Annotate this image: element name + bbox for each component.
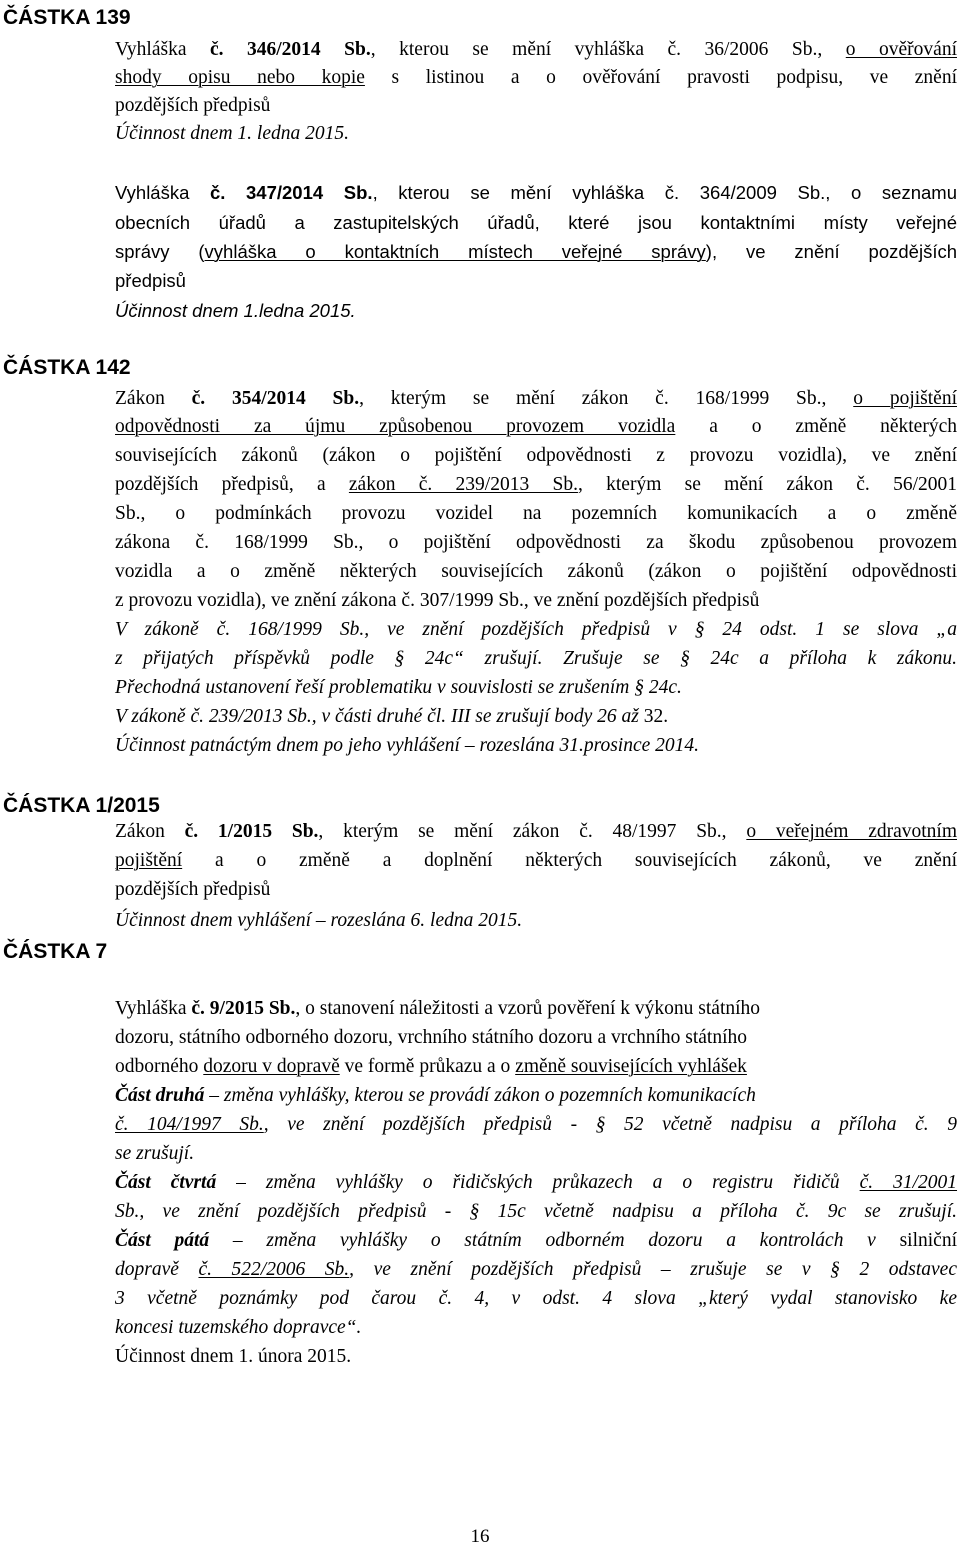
entry-346-effective-date: Účinnost dnem 1. ledna 2015. (115, 123, 349, 144)
section-label: Část druhá (115, 1085, 205, 1106)
regulation-number: č. 346/2014 Sb. (209, 39, 371, 60)
entry-354-line-1 (115, 385, 957, 413)
entry-9-2015-line-5 (115, 1111, 957, 1139)
text: 32. (643, 706, 669, 727)
underlined-title: odpovědnosti za újmu způsobenou provozem vozidla (115, 416, 676, 437)
text: odborného (115, 1056, 204, 1077)
entry-346-line-1 (115, 36, 957, 64)
entry-9-2015-line-11: 3 včetně poznámky pod čarou č. 4, v odst. 4 slova „který vydal stanovisko ke (115, 1288, 957, 1309)
text: , kterým se mění zákon č. 48/1997 Sb., (318, 821, 747, 842)
entry-1-2015-line-2 (115, 847, 957, 875)
part-heading-139: ČÁSTKA 139 (3, 6, 131, 29)
text: a o změně některých (675, 416, 957, 437)
entry-9-2015-line-4 (115, 1082, 957, 1110)
text: – změna vyhlášky o řidičských průkazech a o registru řidičů (216, 1172, 860, 1193)
text: pozdějších předpisů, a (115, 474, 349, 495)
text: , ve znění pozdějších předpisů – zrušuje se v § 2 odstavec (349, 1259, 957, 1280)
text: , ve znění pozdějších předpisů - § 52 včetně nadpisu a příloha č. 9 (263, 1114, 957, 1135)
underlined-reference: č. 104/1997 Sb. (115, 1114, 264, 1135)
entry-354-line-4 (115, 471, 957, 499)
regulation-number: č. 9/2015 Sb. (191, 998, 296, 1019)
text: správy ( (115, 241, 205, 262)
section-label: Část pátá (115, 1230, 210, 1251)
entry-354-line-2 (115, 413, 957, 441)
text: – změna vyhlášky, kterou se provádí zákon o pozemních komunikacích (204, 1085, 756, 1106)
text: , kterým se mění zákon č. 168/1999 Sb., (359, 388, 854, 409)
underlined-title: o ověřování (845, 39, 957, 60)
entry-9-2015-line-2: dozoru, státního odborného dozoru, vrchního státního dozoru a vrchního státního (115, 1027, 747, 1048)
entry-347-line-2: obecních úřadů a zastupitelských úřadů, které jsou kontaktními místy veřejné (115, 212, 957, 233)
entry-347-line-3 (115, 238, 957, 266)
entry-346-line-3: pozdějších předpisů (115, 95, 271, 116)
text: – změna vyhlášky o státním odborném dozoru a kontrolách v (209, 1230, 900, 1251)
text: dopravě (115, 1259, 199, 1280)
underlined-title: shody opisu nebo kopie (115, 67, 365, 88)
entry-346-line-2 (115, 64, 957, 92)
underlined-title: o veřejném zdravotním (746, 821, 957, 842)
underlined-title: pojištění (115, 850, 183, 871)
entry-354-line-10: z přijatých příspěvků podle § 24c“ zrušují. Zrušuje se § 24c a příloha k zákonu. (115, 648, 957, 669)
entry-1-2015-effective-date: Účinnost dnem vyhlášení – rozeslána 6. ledna 2015. (115, 910, 523, 931)
text: Vyhláška (115, 998, 192, 1019)
entry-354-line-11: Přechodná ustanovení řeší problematiku v souvislosti se zrušením § 24c. (115, 677, 682, 698)
law-number: č. 354/2014 Sb. (191, 388, 360, 409)
text: Zákon (115, 388, 192, 409)
entry-9-2015-line-6: se zrušují. (115, 1143, 195, 1164)
entry-9-2015-line-9 (115, 1227, 957, 1255)
underlined-reference: č. 31/2001 (859, 1172, 958, 1193)
entry-354-line-5: Sb., o podmínkách provozu vozidel na pozemních komunikacích a o změně (115, 503, 957, 524)
entry-347-line-4: předpisů (115, 270, 186, 291)
law-number: č. 1/2015 Sb. (184, 821, 319, 842)
text: Vyhláška (115, 39, 210, 60)
underlined-title: změně souvisejících vyhlášek (515, 1056, 747, 1077)
entry-347-line-1 (115, 179, 957, 207)
regulation-number: č. 347/2014 Sb. (209, 182, 373, 203)
section-label: Část čtvrtá (115, 1172, 217, 1193)
entry-354-line-6: zákona č. 168/1999 Sb., o pojištění odpovědnosti za škodu způsobenou provozem (115, 532, 957, 553)
text: s listinou a o ověřování pravosti podpisu, ve znění (364, 67, 958, 88)
text: a o změně a doplnění některých souvisejících zákonů, ve znění (182, 850, 957, 871)
entry-347-effective-date: Účinnost dnem 1.ledna 2015. (115, 300, 356, 321)
entry-354-effective-date: Účinnost patnáctým dnem po jeho vyhlášení – rozeslána 31.prosince 2014. (115, 735, 700, 756)
underlined-title: dozoru v dopravě (203, 1056, 340, 1077)
underlined-title: o pojištění (853, 388, 957, 409)
entry-354-line-9: V zákoně č. 168/1999 Sb., ve znění pozdějších předpisů v § 24 odst. 1 se slova „a (115, 619, 957, 640)
underlined-reference: zákon č. 239/2013 Sb. (348, 474, 578, 495)
text: , o stanovení náležitosti a vzorů pověření k výkonu státního (295, 998, 761, 1019)
entry-9-2015-line-12: koncesi tuzemského dopravce“. (115, 1317, 362, 1338)
entry-9-2015-line-7 (115, 1169, 957, 1197)
entry-9-2015-line-3 (115, 1053, 957, 1081)
page-number: 16 (470, 1526, 490, 1547)
entry-354-line-8: z provozu vozidla), ve znění zákona č. 307/1999 Sb., ve znění pozdějších předpisů (115, 590, 760, 611)
entry-9-2015-effective-date: Účinnost dnem 1. února 2015. (115, 1346, 352, 1367)
text: , kterým se mění zákon č. 56/2001 (577, 474, 957, 495)
underlined-reference: č. 522/2006 Sb. (198, 1259, 350, 1280)
text: , kterou se mění vyhláška č. 364/2009 Sb., o seznamu (372, 182, 957, 203)
text: V zákoně č. 239/2013 Sb., v části druhé čl. III se zrušují body 26 až (115, 706, 644, 727)
entry-9-2015-line-1 (115, 995, 957, 1023)
text: ve formě průkazu a o (339, 1056, 516, 1077)
text: , kterou se mění vyhláška č. 36/2006 Sb., (370, 39, 846, 60)
entry-1-2015-line-3: pozdějších předpisů (115, 879, 271, 900)
entry-9-2015-line-10 (115, 1256, 957, 1284)
entry-354-line-3: souvisejících zákonů (zákon o pojištění odpovědnosti z provozu vozidla), ve znění (115, 445, 957, 466)
part-heading-142: ČÁSTKA 142 (3, 356, 131, 379)
text: silniční (899, 1230, 957, 1251)
entry-354-line-7: vozidla a o změně některých souvisejících zákonů (zákon o pojištění odpovědnosti (115, 561, 957, 582)
text: ), ve znění pozdějších (705, 241, 957, 262)
text: Zákon (115, 821, 185, 842)
entry-9-2015-line-8: Sb., ve znění pozdějších předpisů - § 15c včetně nadpisu a příloha č. 9c se zrušují. (115, 1201, 957, 1222)
text: Vyhláška (115, 182, 210, 203)
underlined-title: vyhláška o kontaktních místech veřejné správy (204, 241, 706, 262)
entry-1-2015-line-1 (115, 818, 957, 846)
entry-354-line-12 (115, 703, 957, 731)
part-heading-7: ČÁSTKA 7 (3, 940, 108, 963)
part-heading-1-2015: ČÁSTKA 1/2015 (3, 794, 160, 817)
